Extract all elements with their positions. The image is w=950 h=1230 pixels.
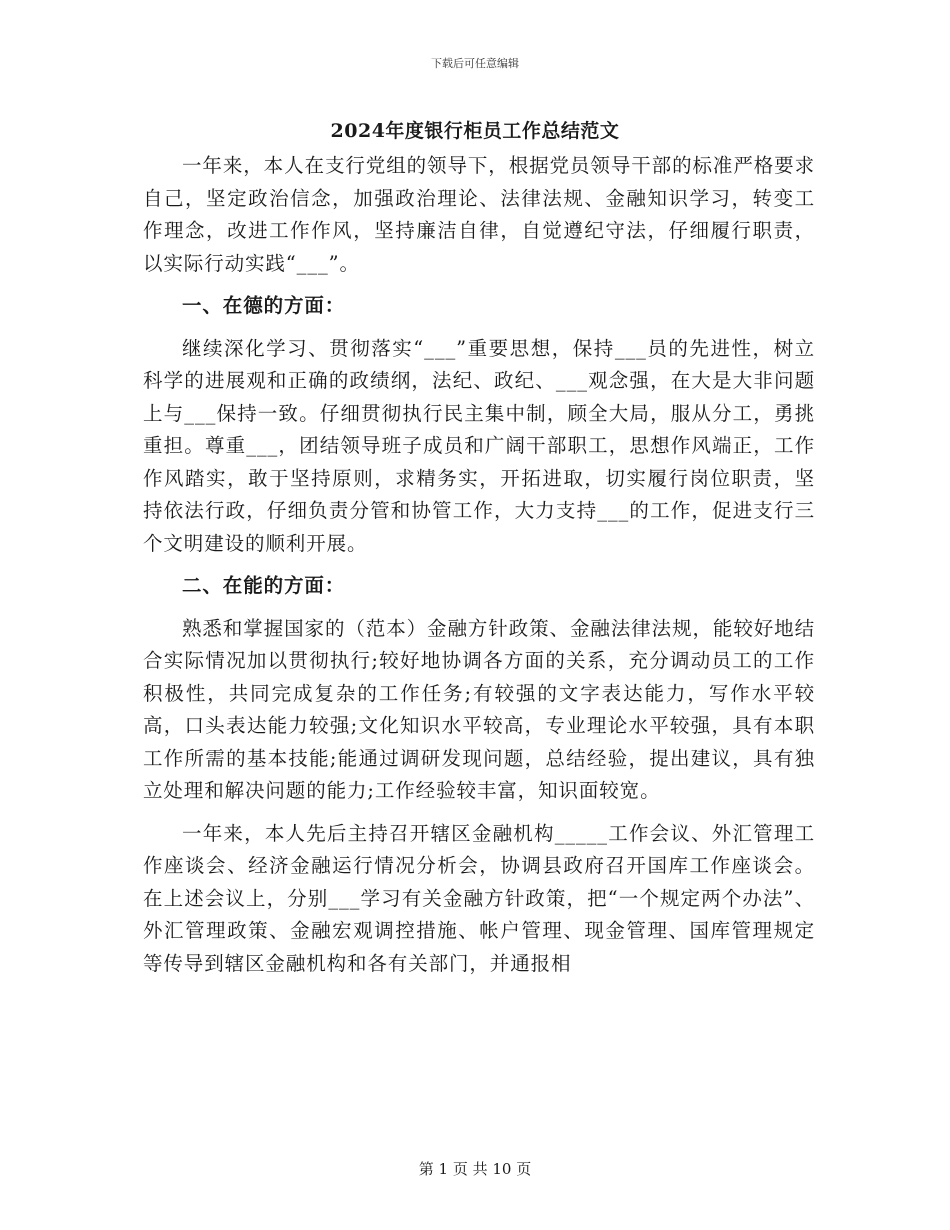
- spacer: [143, 808, 815, 818]
- document-body: [143, 150, 815, 980]
- spacer: [143, 603, 815, 613]
- section-heading-morality: 一、在德的方面：: [182, 294, 346, 317]
- spacer: [143, 280, 815, 290]
- header-note: 下载后可任意编辑: [431, 57, 519, 70]
- paragraph-meetings: 一年来，本人先后主持召开辖区金融机构_____工作会议、外汇管理工作座谈会、经济金融运行情况分析会，协调县政府召开国库工作座谈会。在上述会议上，分别___学习有关金融方针政策，把“一个规定两个办法”、外汇管理政策、金融宏观调控措施、帐户管理、现金管理、国库管理规定等传导到辖区金融机构和各有关部门，并通报相: [143, 821, 815, 975]
- paragraph-intro: 一年来，本人在支行党组的领导下，根据党员领导干部的标准严格要求自己，坚定政治信念，加强政治理论、法律法规、金融知识学习，转变工作理念，改进工作作风，坚持廉洁自律，自觉遵纪守法，仔细履行职责，以实际行动实践“___”。: [143, 154, 815, 275]
- paragraph-ability: 熟悉和掌握国家的（范本）金融方针政策、金融法律法规，能较好地结合实际情况加以贯彻执行;较好地协调各方面的关系，充分调动员工的工作积极性，共同完成复杂的工作任务;有较强的文字表达能力，写作水平较高，口头表达能力较强;文化知识水平较高，专业理论水平较强，具有本职工作所需的基本技能;能通过调研发现问题，总结经验，提出建议，具有独立处理和解决问题的能力;工作经验较丰富，知识面较宽。: [143, 616, 815, 802]
- document-title: 2024年度银行柜员工作总结范文: [330, 120, 620, 142]
- paragraph-morality: 继续深化学习、贯彻落实“___”重要思想，保持___员的先进性，树立科学的进展观和正确的政绩纲，法纪、政纪、___观念强，在大是大非问题上与___保持一致。仔细贯彻执行民主集中制，顾全大局，服从分工，勇挑重担。尊重___，团结领导班子成员和广阔干部职工，思想作风端正，工作作风踏实，敢于坚持原则，求精务实，开拓进取，切实履行岗位职责，坚持依法行政，仔细负责分管和协管工作，大力支持___的工作，促进支行三个文明建设的顺利开展。: [143, 336, 815, 555]
- section-heading-ability: 二、在能的方面：: [182, 574, 346, 597]
- page-footer: 第 1 页 共 10 页: [418, 1160, 532, 1178]
- spacer: [143, 560, 815, 570]
- spacer: [143, 323, 815, 333]
